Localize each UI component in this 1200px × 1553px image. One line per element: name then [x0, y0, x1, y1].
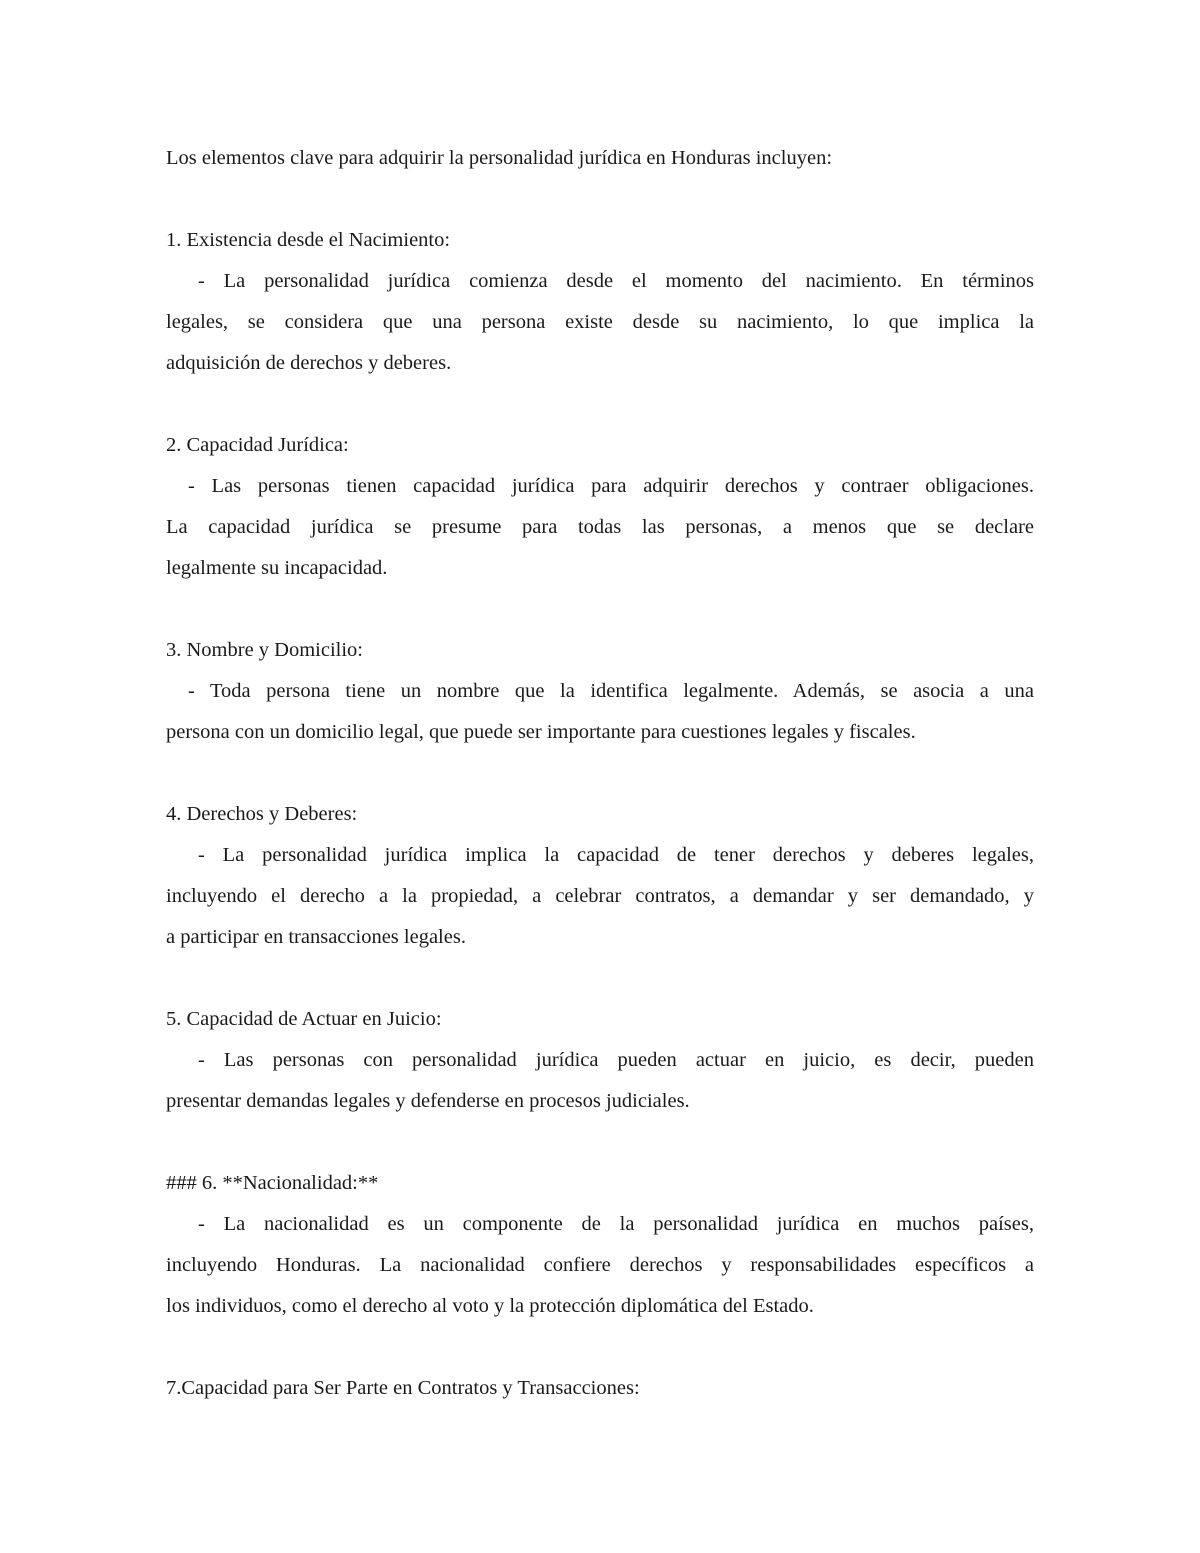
section-text-line: incluyendo Honduras. La nacionalidad confiere derechos y responsabilidades específicos a — [166, 1254, 1034, 1276]
document-body — [166, 138, 1034, 1409]
intro-paragraph: Los elementos clave para adquirir la personalidad jurídica en Honduras incluyen: — [166, 147, 833, 169]
section-text-line: a participar en transacciones legales. — [166, 926, 466, 948]
section-heading: 2. Capacidad Jurídica: — [166, 434, 349, 456]
section-text-line: - La personalidad jurídica comienza desde el momento del nacimiento. En términos — [198, 270, 1034, 292]
section-heading: 7.Capacidad para Ser Parte en Contratos y Transacciones: — [166, 1377, 640, 1399]
section-text-line: legalmente su incapacidad. — [166, 557, 388, 579]
section-text-line: adquisición de derechos y deberes. — [166, 352, 452, 374]
section-heading: ### 6. **Nacionalidad:** — [166, 1172, 379, 1194]
section-text-line: La capacidad jurídica se presume para todas las personas, a menos que se declare — [166, 516, 1034, 538]
section-heading: 5. Capacidad de Actuar en Juicio: — [166, 1008, 442, 1030]
section-text-line: - La personalidad jurídica implica la capacidad de tener derechos y deberes legales, — [198, 844, 1034, 866]
section-heading: 4. Derechos y Deberes: — [166, 803, 358, 825]
section-text-line: incluyendo el derecho a la propiedad, a celebrar contratos, a demandar y ser demandado, y — [166, 885, 1034, 907]
section-text-line: los individuos, como el derecho al voto y la protección diplomática del Estado. — [166, 1295, 814, 1317]
section-text-line: - Las personas tienen capacidad jurídica para adquirir derechos y contraer obligaciones. — [188, 475, 1034, 497]
section-text-line: - Las personas con personalidad jurídica pueden actuar en juicio, es decir, pueden — [198, 1049, 1034, 1071]
section-text-line: - La nacionalidad es un componente de la personalidad jurídica en muchos países, — [198, 1213, 1034, 1235]
section-text-line: presentar demandas legales y defenderse en procesos judiciales. — [166, 1090, 690, 1112]
section-heading: 3. Nombre y Domicilio: — [166, 639, 364, 661]
section-heading: 1. Existencia desde el Nacimiento: — [166, 229, 451, 251]
section-text-line: persona con un domicilio legal, que puede ser importante para cuestiones legales y fiscales. — [166, 721, 916, 743]
section-text-line: - Toda persona tiene un nombre que la identifica legalmente. Además, se asocia a una — [188, 680, 1034, 702]
section-text-line: legales, se considera que una persona existe desde su nacimiento, lo que implica la — [166, 311, 1034, 333]
